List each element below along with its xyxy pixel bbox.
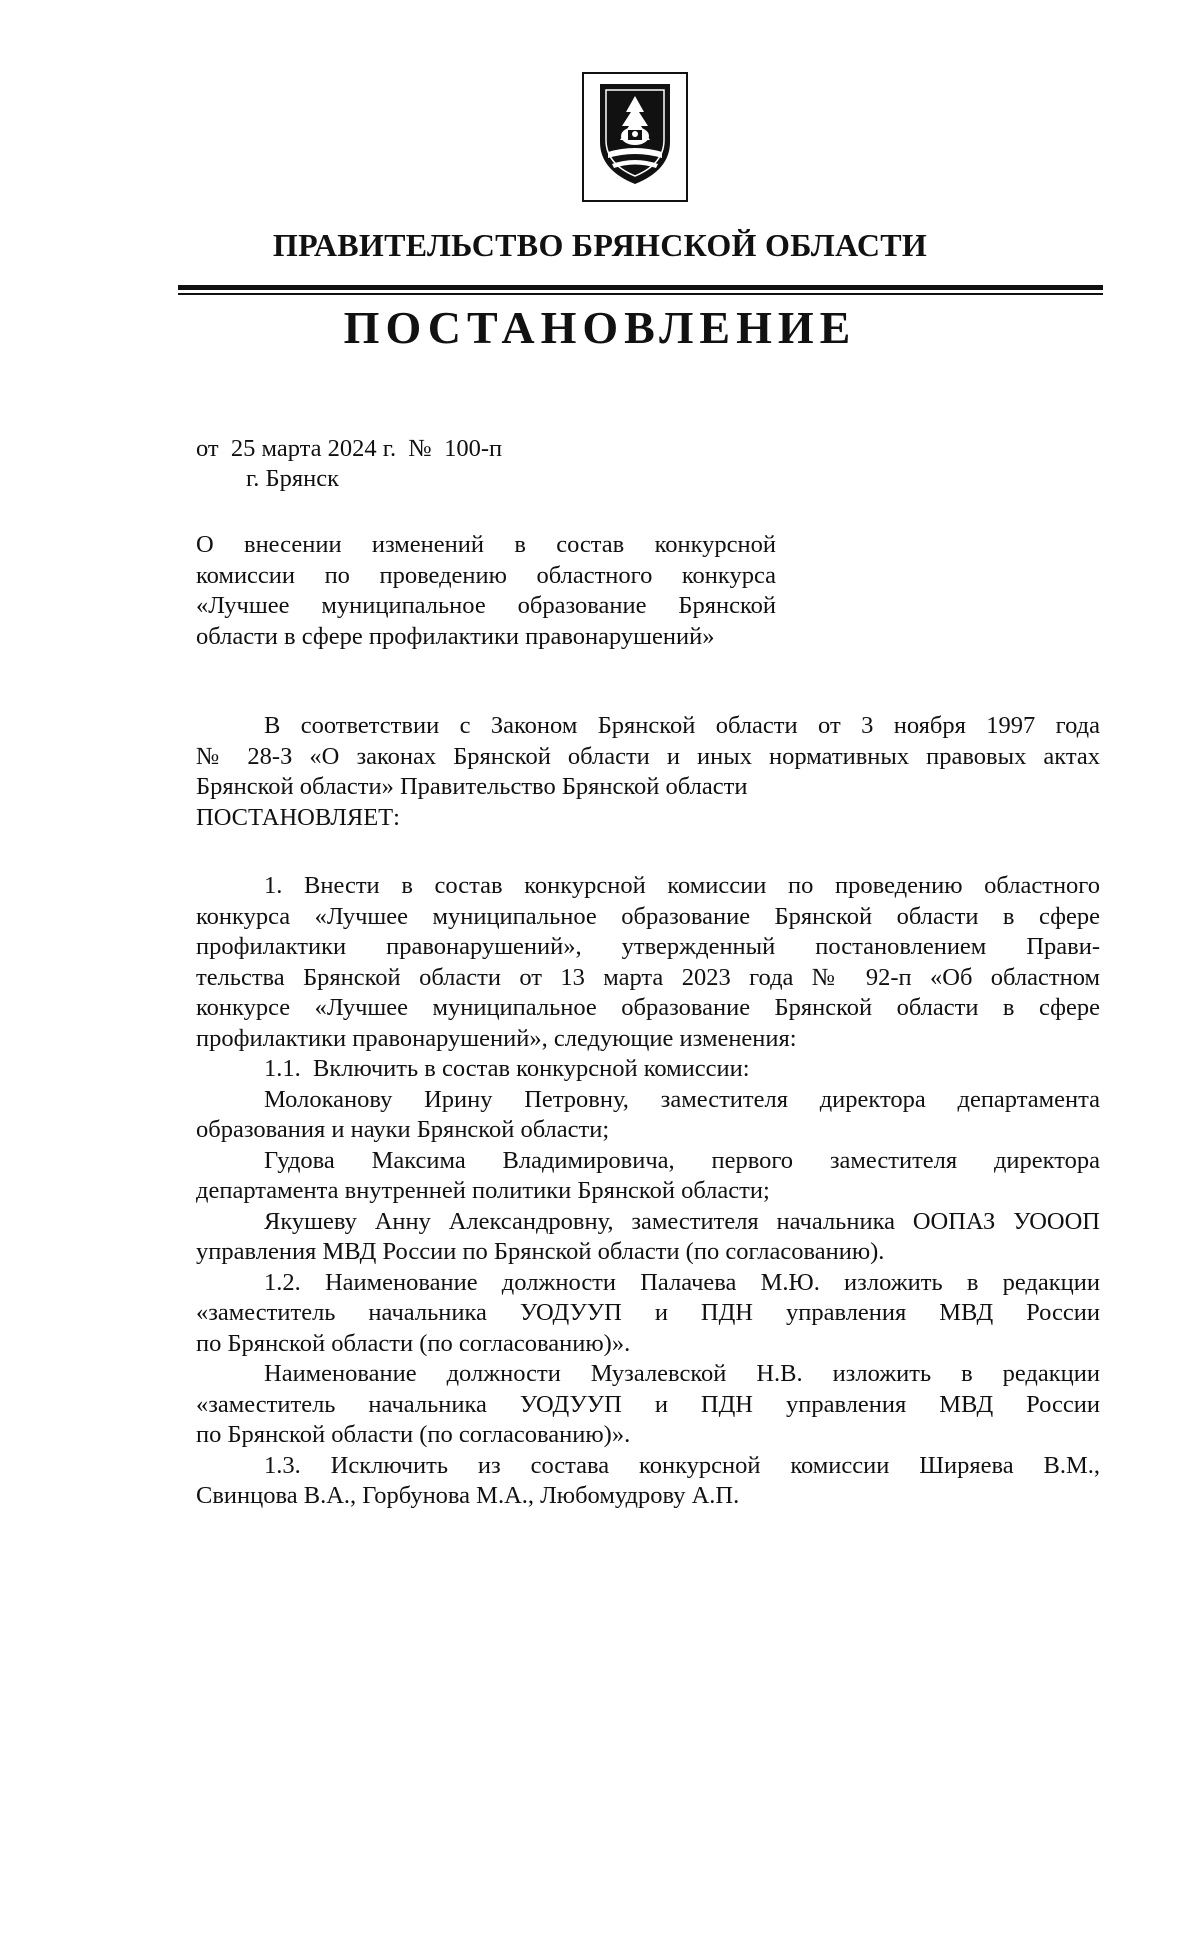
item-1-2-line: по Брянской области (по согласованию)».	[196, 1329, 631, 1357]
member-line: департамента внутренней политики Брянской области;	[196, 1177, 770, 1204]
item-1-2-line: по Брянской области (по согласованию)».	[196, 1421, 631, 1448]
preamble-line: № 28-З «О законах Брянской области и иных нормативных правовых актах	[196, 742, 1100, 770]
subject-line: О внесении изменений в состав конкурсной	[196, 531, 776, 558]
member-line: Якушеву Анну Александровну, заместителя начальника ООПАЗ УОООП	[264, 1207, 1100, 1235]
item-1-3-line: Свинцова В.А., Горбунова М.А., Любомудрову А.П.	[196, 1482, 740, 1509]
item-1-line: тельства Брянской области от 13 марта 2023 года № 92-п «Об областном	[196, 963, 1100, 991]
resolution-items	[196, 871, 1100, 1512]
header-rule-thin	[178, 293, 1103, 295]
member-line: управления МВД России по Брянской области (по согласованию).	[196, 1238, 885, 1265]
document-subject	[196, 530, 776, 652]
member-line: Гудова Максима Владимировича, первого заместителя директора	[264, 1146, 1100, 1174]
item-1-line: профилактики правонарушений», утвержденный постановлением Прави-	[196, 933, 1100, 960]
item-1-1-heading: 1.1. Включить в состав конкурсной комиссии:	[264, 1055, 750, 1082]
item-1-line: конкурса «Лучшее муниципальное образование Брянской области в сфере	[196, 902, 1100, 930]
resolves-keyword: ПОСТАНОВЛЯЕТ:	[196, 803, 400, 831]
subject-line: «Лучшее муниципальное образование Брянской	[196, 592, 776, 619]
document-date-number: от 25 марта 2024 г. № 100-п	[196, 435, 503, 462]
preamble-line: В соответствии с Законом Брянской области от 3 ноября 1997 года	[264, 712, 1100, 739]
item-1-line: 1. Внести в состав конкурсной комиссии по проведению областного	[264, 872, 1100, 899]
header-rule-thick	[178, 285, 1103, 290]
item-1-line: профилактики правонарушений», следующие изменения:	[196, 1024, 797, 1052]
item-1-2-line: «заместитель начальника УОДУУП и ПДН управления МВД России	[196, 1390, 1100, 1418]
item-1-line: конкурсе «Лучшее муниципальное образование Брянской области в сфере	[196, 994, 1100, 1021]
coat-of-arms-emblem	[582, 72, 688, 202]
subject-line: комиссии по проведению областного конкурса	[196, 561, 776, 589]
document-type-title: ПОСТАНОВЛЕНИЕ	[343, 302, 857, 353]
subject-line: области в сфере профилактики правонарушений»	[196, 622, 715, 650]
item-1-2-line: «заместитель начальника УОДУУП и ПДН управления МВД России	[196, 1299, 1100, 1326]
member-line: Молоканову Ирину Петровну, заместителя директора департамента	[264, 1085, 1100, 1113]
member-line: образования и науки Брянской области;	[196, 1116, 610, 1143]
item-1-2-line: Наименование должности Музалевской Н.В. изложить в редакции	[264, 1360, 1100, 1387]
organization-title: ПРАВИТЕЛЬСТВО БРЯНСКОЙ ОБЛАСТИ	[272, 227, 928, 263]
item-1-3-line: 1.3. Исключить из состава конкурсной комиссии Ширяева В.М.,	[264, 1451, 1100, 1479]
item-1-2-line: 1.2. Наименование должности Палачева М.Ю. изложить в редакции	[264, 1268, 1100, 1296]
preamble-line: Брянской области» Правительство Брянской области	[196, 773, 748, 800]
preamble	[196, 711, 1100, 833]
document-city: г. Брянск	[246, 465, 340, 492]
